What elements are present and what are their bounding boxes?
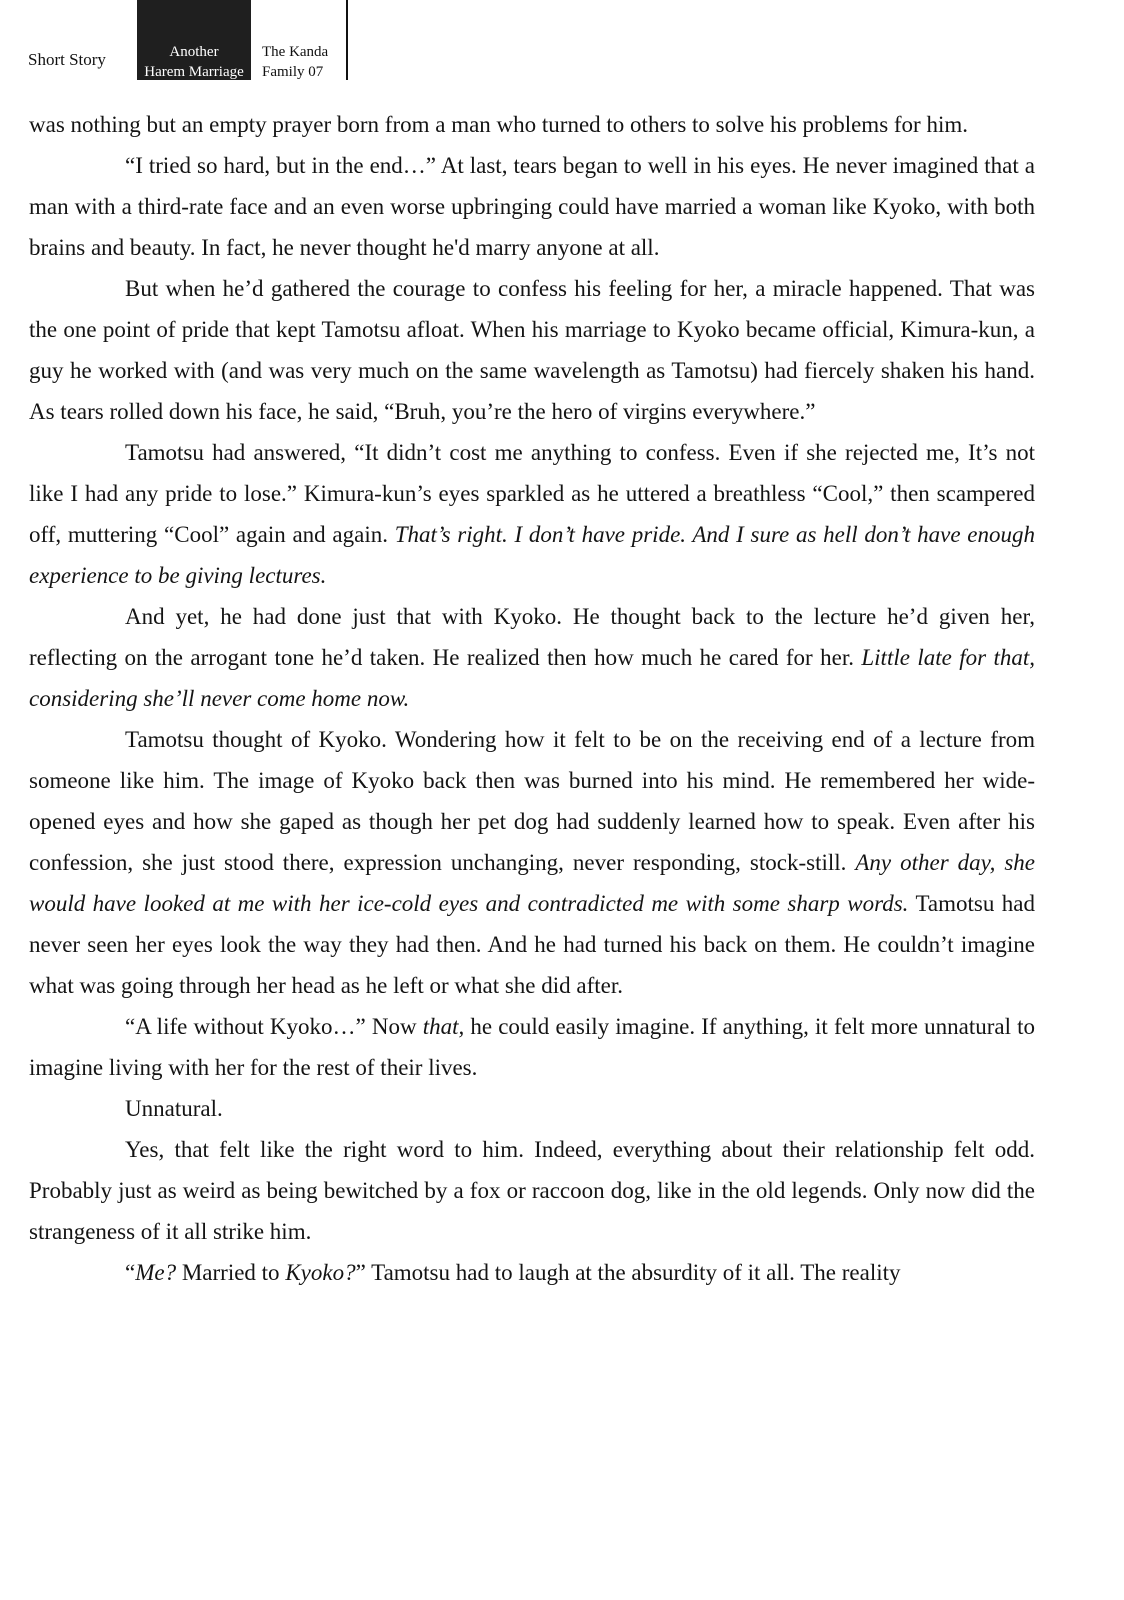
paragraph — [29, 268, 1035, 432]
paragraph — [29, 145, 1035, 268]
italic-text: Any other day, she would have looked at me with her ice-cold eyes and contradicted me with some sharp words. — [29, 850, 1035, 916]
paragraph-text: ” Tamotsu had to laugh at the absurdity of it all. The reality — [355, 1260, 901, 1285]
paragraph-text: Tamotsu had answered, “It didn’t cost me anything to confess. Even if she rejected me, It’s not like I had any pride to lose.” Kimura-kun’s eyes sparkled as he uttered a breathless “Cool,” then scampered off, muttering “Cool” again and again. — [29, 440, 1035, 547]
paragraph-text: Yes, that felt like the right word to him. Indeed, everything about their relationship felt odd. Probably just as weird as being bewitched by a fox or raccoon dog, like in the old legends. Only now did the strangeness of it all strike him. — [29, 1137, 1035, 1244]
story-body — [29, 104, 1035, 1293]
italic-text: Kyoko? — [285, 1260, 356, 1285]
paragraph — [29, 596, 1035, 719]
paragraph-text: Tamotsu had never seen her eyes look the way they had then. And he had turned his back on them. He couldn’t imagine what was going through her head as he left or what she did after. — [29, 891, 1035, 998]
paragraph — [29, 1129, 1035, 1252]
header-divider — [346, 0, 348, 80]
title-box — [137, 0, 251, 80]
title-line-1: Another — [169, 44, 219, 60]
series-line-1: The Kanda — [262, 44, 329, 60]
paragraph-text: “A life without Kyoko…” Now — [125, 1014, 423, 1039]
series-line-2: Family 07 — [262, 64, 324, 80]
paragraph — [29, 1088, 1035, 1129]
italic-text: Me? — [135, 1260, 177, 1285]
paragraph — [29, 1006, 1035, 1088]
paragraph-text: And yet, he had done just that with Kyoko. He thought back to the lecture he’d given her, reflecting on the arrogant tone he’d taken. He realized then how much he cared for her. — [29, 604, 1035, 670]
paragraph-text: he could easily imagine. If anything, it felt more unnatural to imagine living with her for the rest of their lives. — [29, 1014, 1035, 1080]
italic-text: that, — [422, 1014, 465, 1039]
page-header — [0, 0, 400, 82]
paragraph — [29, 104, 1035, 145]
paragraph — [29, 1252, 1035, 1293]
italic-text: That’s right. I don’t have pride. And I sure as hell don’t have enough experience to be giving lectures. — [29, 522, 1035, 588]
series-label — [262, 42, 328, 82]
paragraph — [29, 432, 1035, 596]
paragraph-text: Unnatural. — [125, 1096, 223, 1121]
paragraph-text: “ — [125, 1260, 136, 1285]
paragraph-text: Married to — [176, 1260, 286, 1285]
paragraph-text: “I tried so hard, but in the end…” At last, tears began to well in his eyes. He never imagined that a man with a third-rate face and an even worse upbringing could have married a woman like Kyoko, with both brains and beauty. In fact, he never thought he'd marry anyone at all. — [29, 153, 1035, 260]
paragraph-text: was nothing but an empty prayer born from a man who turned to others to solve his problems for him. — [29, 112, 968, 137]
title-line-2: Harem Marriage — [144, 64, 244, 80]
paragraph-text: But when he’d gathered the courage to confess his feeling for her, a miracle happened. That was the one point of pride that kept Tamotsu afloat. When his marriage to Kyoko became official, Kimura-kun, a guy he worked with (and was very much on the same wavelength as Tamotsu) had fiercely shaken his hand. As tears rolled down his face, he said, “Bruh, you’re the hero of virgins everywhere.” — [29, 276, 1035, 424]
category-label: Short Story — [28, 50, 106, 69]
paragraph-text: Tamotsu thought of Kyoko. Wondering how it felt to be on the receiving end of a lecture from someone like him. The image of Kyoko back then was burned into his mind. He remembered her wide-opened eyes and how she gaped as though her pet dog had suddenly learned how to speak. Even after his confession, she just stood there, expression unchanging, never responding, stock-still. — [29, 727, 1035, 875]
paragraph — [29, 719, 1035, 1006]
italic-text: Little late for that, considering she’ll never come home now. — [29, 645, 1036, 711]
